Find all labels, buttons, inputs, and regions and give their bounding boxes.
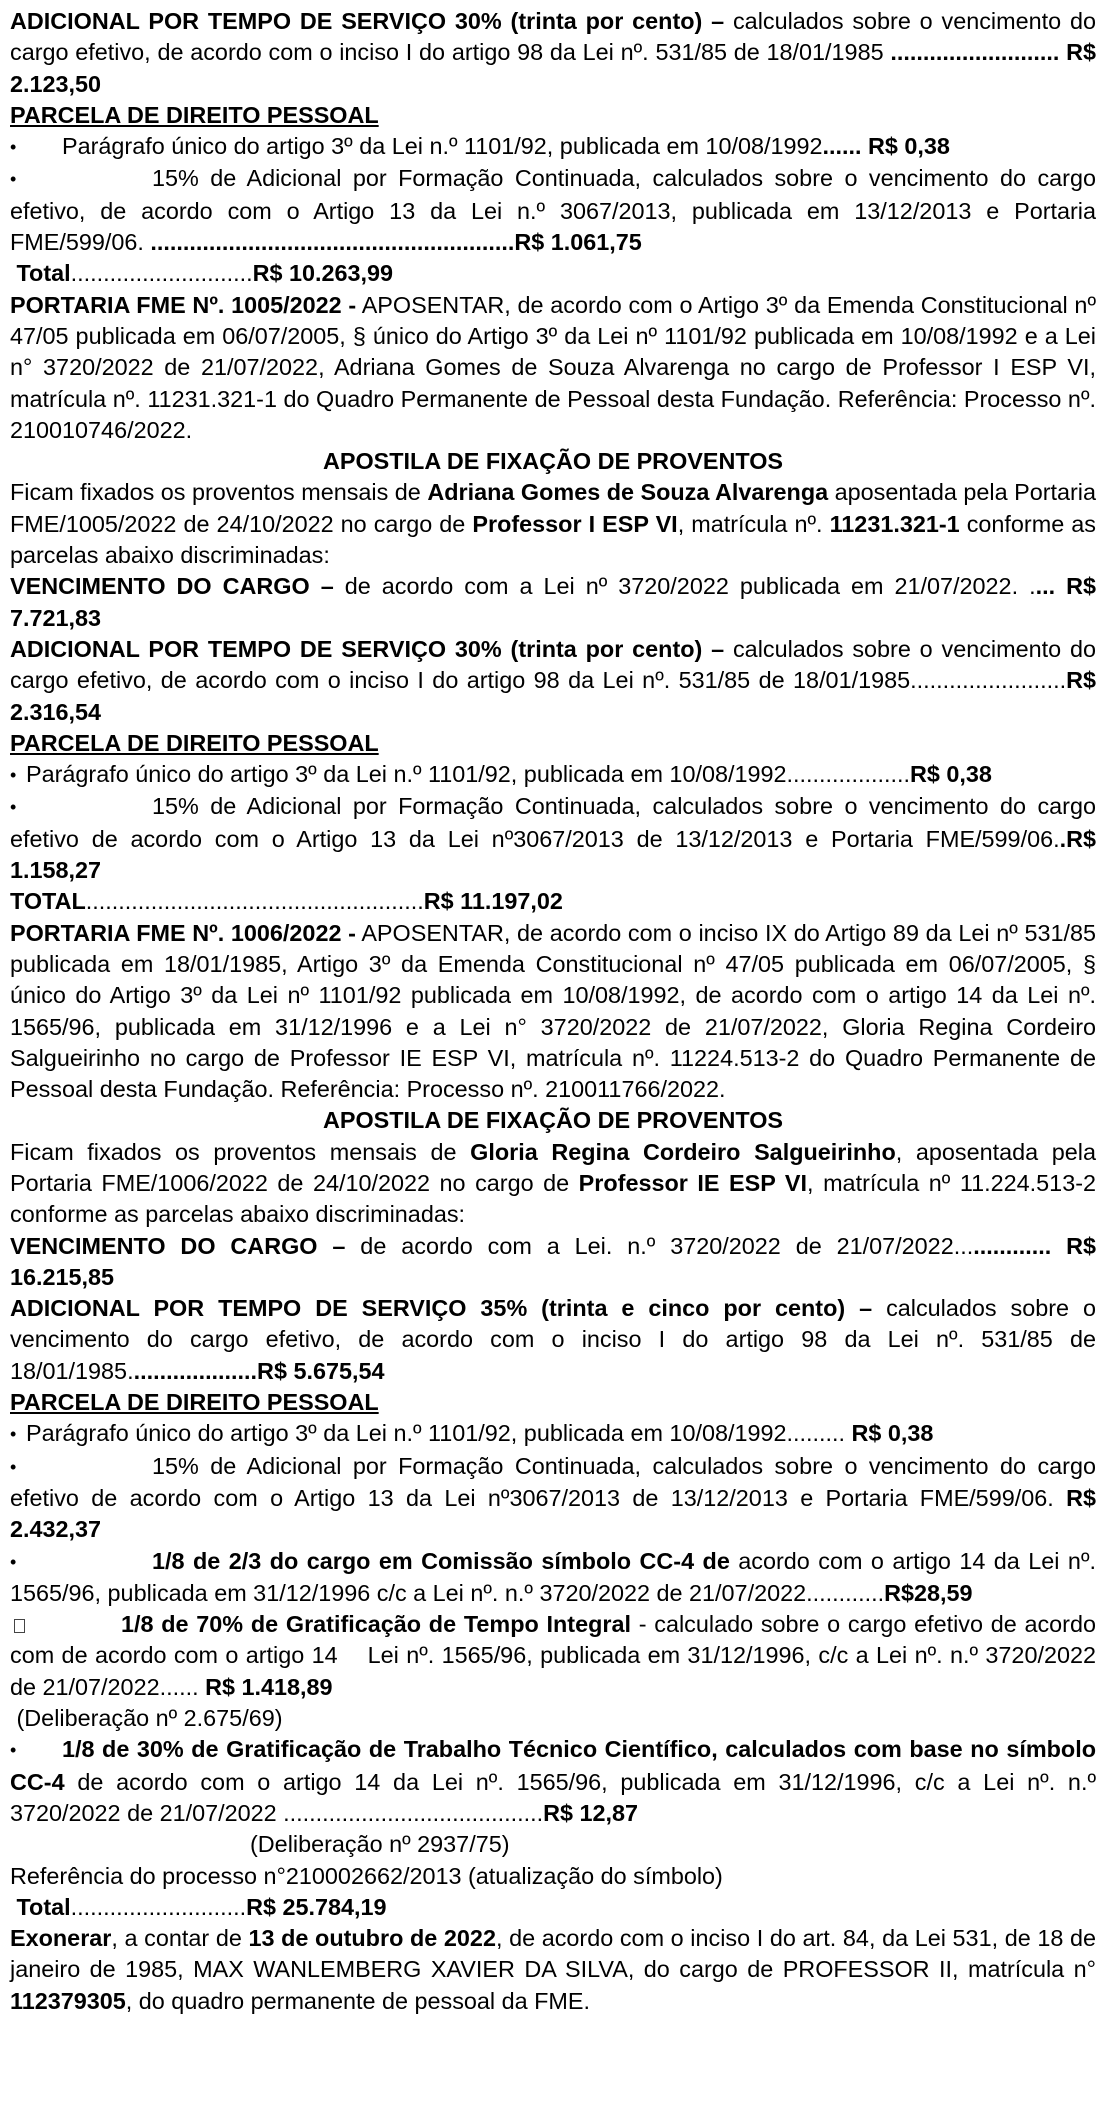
referencia-processo: Referência do processo n°210002662/2013 (atualização do símbolo) (10, 1862, 723, 1889)
bullet-item: • 1/8 de 30% de Gratificação de Trabalho Técnico Científico, calculados com base no símbolo CC-4 de acordo com o artigo 14 da Lei nº. 1565/96, publicada em 31/12/1996, c/c a Lei nº. n.º 3720/2022 de 21/07/2022 ........................................R$ 12,87 (10, 1736, 1096, 1826)
exonerar-paragraph: Exonerar, a contar de 13 de outubro de 2022, de acordo com o inciso I do art. 84, da Lei 531, de 18 de janeiro de 1985, MAX WANLEMBERG XAVIER DA SILVA, do cargo de PROFESSOR II, matrícula n° 112379305, do quadro permanente de pessoal da FME. (10, 1925, 1097, 2014)
bullet-item: • 1/8 de 2/3 do cargo em Comissão símbolo CC-4 de acordo com o artigo 14 da Lei nº. 1565/96, publicada em 31/12/1996 c/c a Lei nº. n.º 3720/2022 de 21/07/2022............R$28,59 (10, 1547, 1096, 1606)
apostila-title-1: APOSTILA DE FIXAÇÃO DE PROVENTOS (322, 448, 784, 475)
bullet-item: • Parágrafo único do artigo 3º da Lei n.º 1101/92, publicada em 10/08/1992...... R$ 0,38 (10, 131, 1096, 163)
vencimento-cargo-1: VENCIMENTO DO CARGO – de acordo com a Lei nº 3720/2022 publicada em 21/07/2022. .... R$ 7.721,83 (10, 573, 1096, 631)
bullet-icon: • (10, 1424, 17, 1445)
total-line-1: Total............................R$ 10.263,99 (16, 260, 394, 287)
deliberacao-2: (Deliberação nº 2937/75) (250, 1831, 510, 1858)
portaria-1005: PORTARIA FME Nº. 1005/2022 - APOSENTAR, de acordo com o Artigo 3º da Emenda Constitucional nº 47/05 publicada em 06/07/2005, § único do Artigo 3º da Lei nº 1101/92 publicada em 10/08/1992 e a Lei n° 3720/2022 de 21/07/2022, Adriana Gomes de Souza Alvarenga no cargo de Professor I ESP VI, matrícula nº. 11231.321-1 do Quadro Permanente de Pessoal desta Fundação. Referência: Processo nº. 210010746/2022. (10, 291, 1096, 443)
fixacao-paragraph-1: Ficam fixados os proventos mensais de Adriana Gomes de Souza Alvarenga aposentada pela Portaria FME/1005/2022 de 24/10/2022 no cargo de Professor I ESP VI, matrícula nº. 11231.321-1 conforme as parcelas abaixo discriminadas: (10, 479, 1097, 569)
parcela-heading-1: PARCELA DE DIREITO PESSOAL (10, 101, 379, 128)
adicional-tempo-servico-1: ADICIONAL POR TEMPO DE SERVIÇO 30% (trinta por cento) – calculados sobre o vencimento do cargo efetivo, de acordo com o inciso I do artigo 98 da Lei nº. 531/85 de 18/01/1985 .......................... R$ 2.123,50 (10, 8, 1096, 97)
bullet-item: • 15% de Adicional por Formação Continuada, calculados sobre o vencimento do cargo efetivo, de acordo com o Artigo 13 da Lei n.º 3067/2013, publicada em 13/12/2013 e Portaria FME/599/06. ........................................................R$ 1.061,75 (10, 165, 1096, 256)
total-line-3: Total...........................R$ 25.784,19 (16, 1893, 387, 1920)
bullet-icon: • (10, 169, 17, 190)
bullet-item: 1/8 de 70% de Gratificação de Tempo Integral - calculado sobre o cargo efetivo de acordo com de acordo com o artigo 14 Lei nº. 1565/96, publicada em 31/12/1996, c/c a Lei nº. n.º 3720/2022 de 21/07/2022...... R$ 1.418,89 (10, 1611, 1096, 1700)
deliberacao-1: (Deliberação nº 2.675/69) (16, 1705, 283, 1732)
bullet-icon: • (10, 765, 17, 786)
bullet-icon: • (10, 1551, 17, 1572)
portaria-1006: PORTARIA FME Nº. 1006/2022 - APOSENTAR, de acordo com o inciso IX do Artigo 89 da Lei nº 531/85 publicada em 18/01/1985, Artigo 3º da Emenda Constitucional nº 47/05 publicada em 06/07/2005, § único do Artigo 3º da Lei nº 1101/92 publicada em 10/08/1992, de acordo com o artigo 14 da Lei nº. 1565/96, publicada em 31/12/1996 e a Lei n° 3720/2022 de 21/07/2022, Gloria Regina Cordeiro Salgueirinho no cargo de Professor IE ESP VI, matrícula nº. 11224.513-2 do Quadro Permanente de Pessoal desta Fundação. Referência: Processo nº. 210011766/2022. (10, 919, 1096, 1103)
bullet-item: • 15% de Adicional por Formação Continuada, calculados sobre o vencimento do cargo efetivo de acordo com o Artigo 13 da Lei nº3067/2013 de 13/12/2013 e Portaria FME/599/06..R$ 1.158,27 (10, 793, 1096, 884)
bullet-icon: • (10, 1456, 17, 1477)
checkbox-glyph-icon (14, 1619, 25, 1633)
bullet-item: • Parágrafo único do artigo 3º da Lei n.º 1101/92, publicada em 10/08/1992......... R$ 0,38 (10, 1418, 1096, 1450)
vencimento-cargo-2: VENCIMENTO DO CARGO – de acordo com a Lei. n.º 3720/2022 de 21/07/2022............... R$ 16.215,85 (10, 1232, 1096, 1290)
bullet-icon: • (10, 137, 17, 158)
bullet-item: • 15% de Adicional por Formação Continuada, calculados sobre o vencimento do cargo efetivo de acordo com o Artigo 13 da Lei nº3067/2013 de 13/12/2013 e Portaria FME/599/06. R$ 2.432,37 (10, 1452, 1096, 1543)
fixacao-paragraph-2: Ficam fixados os proventos mensais de Gloria Regina Cordeiro Salgueirinho, aposentada pela Portaria FME/1006/2022 de 24/10/2022 no cargo de Professor IE ESP VI, matrícula nº 11.224.513-2 conforme as parcelas abaixo discriminadas: (10, 1138, 1097, 1228)
adicional-tempo-servico-2: ADICIONAL POR TEMPO DE SERVIÇO 30% (trinta por cento) – calculados sobre o vencimento do cargo efetivo, de acordo com o inciso I do artigo 98 da Lei nº. 531/85 de 18/01/1985........................R$ 2.316,54 (10, 635, 1096, 725)
apostila-title-2: APOSTILA DE FIXAÇÃO DE PROVENTOS (322, 1107, 784, 1134)
parcela-heading-3: PARCELA DE DIREITO PESSOAL (10, 1389, 379, 1416)
parcela-heading-2: PARCELA DE DIREITO PESSOAL (10, 729, 379, 756)
bullet-icon: • (10, 1740, 17, 1761)
bullet-icon: • (10, 797, 17, 818)
bullet-item: • Parágrafo único do artigo 3º da Lei n.º 1101/92, publicada em 10/08/1992...................R$ 0,38 (10, 759, 1096, 791)
adicional-tempo-servico-3: ADICIONAL POR TEMPO DE SERVIÇO 35% (trinta e cinco por cento) – calculados sobre o vencimento do cargo efetivo, de acordo com o inciso I do artigo 98 da Lei nº. 531/85 de 18/01/1985....................R$ 5.675,54 (10, 1295, 1096, 1384)
total-line-2: TOTAL....................................................R$ 11.197,02 (10, 888, 563, 915)
